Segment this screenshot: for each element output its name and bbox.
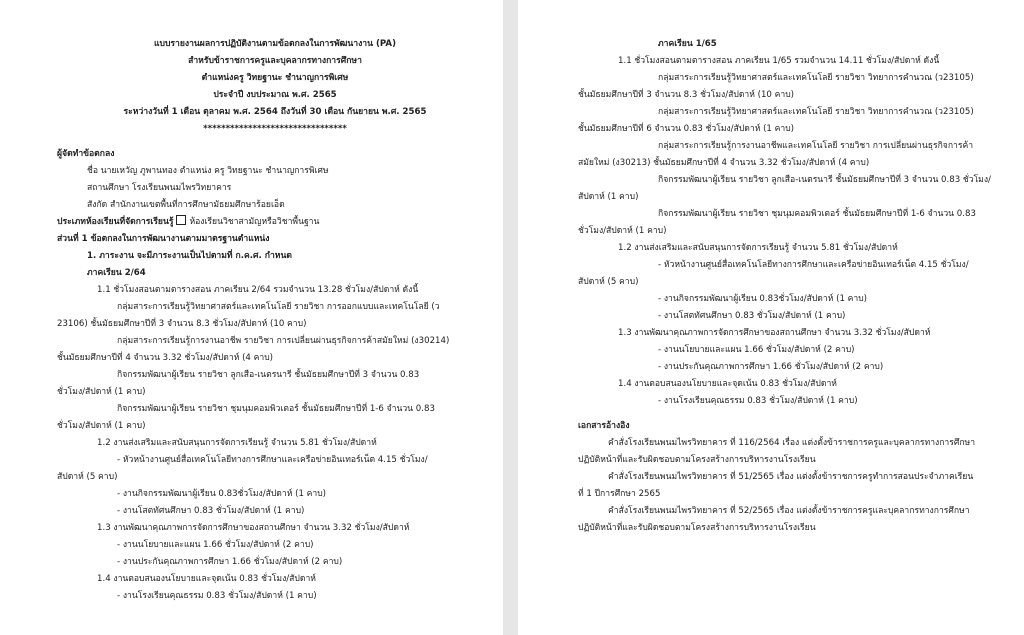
workload-line: - งานนโยบายและแผน 1.66 ชั่วโมง/สัปดาห์ (2 คาบ) — [658, 345, 855, 355]
workload-line: 1.3 งานพัฒนาคุณภาพการจัดการศึกษาของสถานศึกษา จำนวน 3.32 ชั่วโมง/สัปดาห์ — [618, 328, 931, 338]
part1-heading: ส่วนที่ 1 ข้อตกลงในการพัฒนางานตามมาตรฐานตำแหน่ง — [57, 234, 270, 244]
report-period: ระหว่างวันที่ 1 เดือน ตุลาคม พ.ศ. 2564 ถึงวันที่ 30 เดือน กันยายน พ.ศ. 2565 — [123, 107, 427, 117]
workload-line: กลุ่มสาระการเรียนรู้วิทยาศาสตร์และเทคโนโลยี รายวิชา การออกแบบและเทคโนโลยี (ว — [117, 302, 440, 312]
workload-line: ชั่วโมง/สัปดาห์ (1 คาบ) — [57, 387, 146, 397]
classroom-type — [57, 214, 493, 231]
workload-line: - งานโสตทัศนศึกษา 0.83 ชั่วโมง/สัปดาห์ (1 คาบ) — [658, 311, 846, 321]
report-title: แบบรายงานผลการปฏิบัติงานตามข้อตกลงในการพัฒนางาน (PA) — [153, 39, 397, 49]
workload-line: 1.4 งานตอบสนองนโยบายและจุดเน้น 0.83 ชั่วโมง/สัปดาห์ — [97, 574, 316, 584]
workload-line: กิจกรรมพัฒนาผู้เรียน รายวิชา ชุมนุมคอมพิวเตอร์ ชั้นมัธยมศึกษาปีที่ 1-6 จำนวน 0.83 — [658, 209, 976, 219]
workload-line: ชั่วโมง/สัปดาห์ (1 คาบ) — [57, 421, 146, 431]
workload-line: กิจกรรมพัฒนาผู้เรียน รายวิชา ลูกเสือ-เนตรนารี ชั้นมัธยมศึกษาปีที่ 3 จำนวน 0.83 ชั่วโมง/ — [658, 175, 991, 185]
signer-heading: ผู้จัดทำข้อตกลง — [57, 149, 115, 159]
workload-line: - หัวหน้างานศูนย์สื่อเทคโนโลยีทางการศึกษาและเครือข่ายอินเทอร์เน็ต 4.15 ชั่วโมง/ — [658, 260, 969, 270]
workload-line: กลุ่มสาระการเรียนรู้การงานอาชีพและเทคโนโลยี รายวิชา การเปลี่ยนผ่านธุรกิจการค้า — [658, 141, 974, 151]
workload-line: - งานโสตทัศนศึกษา 0.83 ชั่วโมง/สัปดาห์ (1 คาบ) — [117, 506, 305, 516]
workload-line: ชั้นมัธยมศึกษาปีที่ 3 จำนวน 8.3 ชั่วโมง/สัปดาห์ (10 คาบ) — [578, 90, 795, 100]
workload-line: กิจกรรมพัฒนาผู้เรียน รายวิชา ลูกเสือ-เนตรนารี ชั้นมัธยมศึกษาปีที่ 3 จำนวน 0.83 — [117, 370, 420, 380]
signer-school: สถานศึกษา โรงเรียนพนมไพรวิทยาคาร — [87, 183, 232, 193]
workload-line: ชั้นมัธยมศึกษาปีที่ 6 จำนวน 0.83 ชั่วโมง/สัปดาห์ (1 คาบ) — [578, 124, 795, 134]
term-heading: ภาคเรียน 1/65 — [658, 39, 717, 49]
workload-line: สัปดาห์ (1 คาบ) — [578, 192, 639, 202]
workload-line: - งานนโยบายและแผน 1.66 ชั่วโมง/สัปดาห์ (2 คาบ) — [117, 540, 314, 550]
document-page-right — [518, 0, 1024, 635]
reference-line: ที่ 1 ปีการศึกษา 2565 — [578, 489, 661, 499]
workload-line: กลุ่มสาระการเรียนรู้วิทยาศาสตร์และเทคโนโลยี รายวิชา วิทยาการคำนวณ (ว23105) — [658, 73, 974, 83]
report-position: ตำแหน่งครู วิทยฐานะ ชำนาญการพิเศษ — [201, 73, 349, 83]
workload-line: 1.1 ชั่วโมงสอนตามตารางสอน ภาคเรียน 2/64 รวมจำนวน 13.28 ชั่วโมง/สัปดาห์ ดังนี้ — [97, 285, 419, 295]
section1-heading: 1. ภาระงาน จะมีภาระงานเป็นไปตามที่ ก.ค.ศ. กำหนด — [87, 251, 292, 261]
reference-line: คำสั่งโรงเรียนพนมไพรวิทยาคาร ที่ 52/2565 เรื่อง แต่งตั้งข้าราชการครูและบุคลากรทางการศึกษา — [608, 506, 970, 516]
workload-line: สัปดาห์ (5 คาบ) — [578, 277, 639, 287]
workload-line: - หัวหน้างานศูนย์สื่อเทคโนโลยีทางการศึกษาและเครือข่ายอินเทอร์เน็ต 4.15 ชั่วโมง/ — [117, 455, 428, 465]
workload-line: 1.1 ชั่วโมงสอนตามตารางสอน ภาคเรียน 1/65 รวมจำนวน 14.11 ชั่วโมง/สัปดาห์ ดังนี้ — [618, 56, 940, 66]
workload-line: 1.2 งานส่งเสริมและสนับสนุนการจัดการเรียนรู้ จำนวน 5.81 ชั่วโมง/สัปดาห์ — [97, 438, 377, 448]
classroom-type-label: ประเภทห้องเรียนที่จัดการเรียนรู้ — [57, 217, 174, 227]
report-separator: ******************************** — [203, 124, 347, 134]
workload-line: 23106) ชั้นมัธยมศึกษาปีที่ 3 จำนวน 8.3 ชั่วโมง/สัปดาห์ (10 คาบ) — [57, 319, 307, 329]
checkbox-icon[interactable] — [176, 215, 186, 225]
workload-line: กิจกรรมพัฒนาผู้เรียน รายวิชา ชุมนุมคอมพิวเตอร์ ชั้นมัธยมศึกษาปีที่ 1-6 จำนวน 0.83 — [117, 404, 435, 414]
classroom-type-option: ห้องเรียนวิชาสามัญหรือวิชาพื้นฐาน — [189, 217, 320, 227]
workload-line: - งานกิจกรรมพัฒนาผู้เรียน 0.83ชั่วโมง/สัปดาห์ (1 คาบ) — [117, 489, 327, 499]
workload-line: สัปดาห์ (5 คาบ) — [57, 472, 118, 482]
workload-line: - งานโรงเรียนคุณธรรม 0.83 ชั่วโมง/สัปดาห์ (1 คาบ) — [658, 396, 858, 406]
signer-affiliation: สังกัด สำนักงานเขตพื้นที่การศึกษามัธยมศึกษาร้อยเอ็ด — [87, 200, 285, 210]
references-heading: เอกสารอ้างอิง — [578, 421, 630, 431]
workload-line: - งานโรงเรียนคุณธรรม 0.83 ชั่วโมง/สัปดาห์ (1 คาบ) — [117, 591, 317, 601]
reference-line: คำสั่งโรงเรียนพนมไพรวิทยาคาร ที่ 51/2565 เรื่อง แต่งตั้งข้าราชการครูทำการสอนประจำภาคเรียน — [608, 472, 974, 482]
report-subtitle: สำหรับข้าราชการครูและบุคลากรทางการศึกษา — [188, 56, 362, 66]
reference-line: ปฏิบัติหน้าที่และรับผิดชอบตามโครงสร้างการบริหารงานโรงเรียน — [578, 455, 816, 465]
workload-line: - งานประกันคุณภาพการศึกษา 1.66 ชั่วโมง/สัปดาห์ (2 คาบ) — [658, 362, 884, 372]
workload-line: สมัยใหม่ (ง30213) ชั้นมัธยมศึกษาปีที่ 4 จำนวน 3.32 ชั่วโมง/สัปดาห์ (4 คาบ) — [578, 158, 870, 168]
workload-line: ชั่วโมง/สัปดาห์ (1 คาบ) — [578, 226, 667, 236]
workload-line: - งานประกันคุณภาพการศึกษา 1.66 ชั่วโมง/สัปดาห์ (2 คาบ) — [117, 557, 343, 567]
reference-line: ปฏิบัติหน้าที่และรับผิดชอบตามโครงสร้างการบริหารงานโรงเรียน — [578, 523, 816, 533]
signer-name: ชื่อ นายเหวัญ ภูพานทอง ตำแหน่ง ครู วิทยฐานะ ชำนาญการพิเศษ — [87, 166, 329, 176]
workload-line: กลุ่มสาระการเรียนรู้การงานอาชีพ รายวิชา การเปลี่ยนผ่านธุรกิจการค้าสมัยใหม่ (ง30214) — [117, 336, 450, 346]
workload-line: 1.3 งานพัฒนาคุณภาพการจัดการศึกษาของสถานศึกษา จำนวน 3.32 ชั่วโมง/สัปดาห์ — [97, 523, 410, 533]
report-fiscal-year: ประจำปี งบประมาณ พ.ศ. 2565 — [213, 90, 337, 100]
workload-line: - งานกิจกรรมพัฒนาผู้เรียน 0.83ชั่วโมง/สัปดาห์ (1 คาบ) — [658, 294, 868, 304]
workload-line: 1.2 งานส่งเสริมและสนับสนุนการจัดการเรียนรู้ จำนวน 5.81 ชั่วโมง/สัปดาห์ — [618, 243, 898, 253]
reference-line: คำสั่งโรงเรียนพนมไพรวิทยาคาร ที่ 116/2564 เรื่อง แต่งตั้งข้าราชการครูและบุคลากรทางการศึกษา — [608, 438, 976, 448]
document-page-left — [0, 0, 503, 635]
workload-line: ชั้นมัธยมศึกษาปีที่ 4 จำนวน 3.32 ชั่วโมง/สัปดาห์ (4 คาบ) — [57, 353, 274, 363]
term-heading: ภาคเรียน 2/64 — [87, 268, 146, 278]
workload-line: 1.4 งานตอบสนองนโยบายและจุดเน้น 0.83 ชั่วโมง/สัปดาห์ — [618, 379, 837, 389]
workload-line: กลุ่มสาระการเรียนรู้วิทยาศาสตร์และเทคโนโลยี รายวิชา วิทยาการคำนวณ (ว23105) — [658, 107, 974, 117]
